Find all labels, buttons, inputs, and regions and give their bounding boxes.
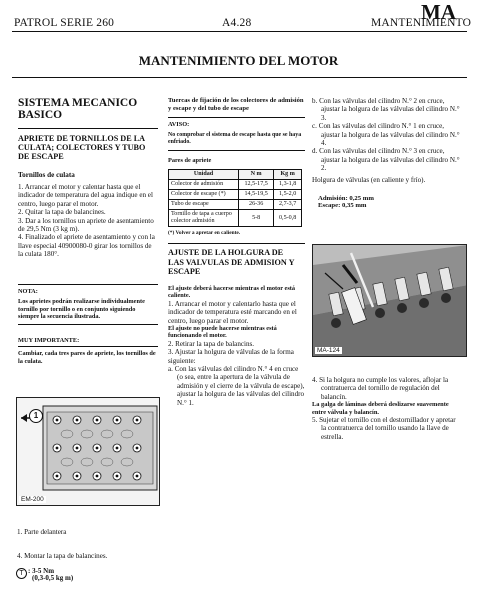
adjustment-step-3d: d. Con las válvulas del cilindro N.° 3 en cruce, ajustar la holgura de las válvulas del cilindro N.° 2. [312, 147, 460, 173]
important-text: Cambiar, cada tres pares de apriete, los tornillos de la culata. [18, 350, 156, 365]
torque-value-nm: : 3-5 Nm [28, 567, 55, 575]
figure-label-ma124: MA-124 [317, 347, 340, 354]
warning-rule-top [168, 117, 305, 118]
table-cell: Tubo de escape [169, 200, 239, 210]
note-heading: NOTA: [18, 288, 38, 295]
adjustment-step-3b: b. Con las válvulas del cilindro N.° 2 en cruce, ajustar la holgura de las válvulas del cilindro N.° 3. [312, 97, 460, 122]
important-box [18, 337, 158, 365]
table-cell: Tornillo de tapa a cuerpo colector admisión [169, 210, 239, 227]
figure-label-em200: EM-200 [21, 496, 44, 503]
front-callout-number: 1 [29, 409, 43, 423]
header-page-number: A4.28 [222, 17, 252, 29]
step-3: 3. Dar a los tornillos un apriete de asentamiento de 29,5 Nm (3 kg m). [18, 216, 154, 234]
adjustment-warm-note: El ajuste deberá hacerse mientras el motor está caliente. [168, 285, 296, 300]
clearance-intro: Holgura de válvulas (en caliente y frío). [312, 175, 426, 184]
table-row [169, 200, 302, 210]
torque-table-header-unit: Unidad [169, 170, 239, 180]
table-cell: 14,5-19,5 [239, 190, 274, 200]
exhaust-clearance: Escape: 0,35 mm [318, 202, 367, 210]
title-rule [12, 77, 467, 78]
adjustment-title-line-3: ESCAPE [168, 266, 201, 276]
torque-table-header-nm: N m [239, 170, 274, 180]
bolts-heading: Tornillos de culata [18, 170, 75, 179]
table-cell: 0,5-0,8 [274, 210, 302, 227]
intake-clearance: Admisión: 0,25 mm [318, 195, 374, 203]
table-cell: Colector de escape (*) [169, 190, 239, 200]
footer-step-4: 4. Montar la tapa de balancines. [17, 552, 108, 560]
step-4: 4. Finalizado el apriete de asentamiento y con la llave especial 40900080-0 girar los tornillos de la culata 180°. [18, 233, 155, 259]
adjustment-step-1: 1. Arrancar el motor y calentarlo hasta que el indicador de temperatura esté marcando en el centro, luego parar el motor. [168, 299, 297, 325]
valve-adjustment-photo [313, 245, 467, 357]
table-cell: 1,5-2,0 [274, 190, 302, 200]
adjustment-step-3: 3. Ajustar la holgura de válvulas de la forma siguiente: [168, 348, 294, 365]
torque-value-kgm: (0,3-0,5 kg m) [32, 574, 74, 583]
table-row [169, 190, 302, 200]
torque-table-footnote: (*) Volver a apretar en caliente. [168, 230, 241, 236]
adjustment-step-4: 4. Si la holgura no cumple los valores, aflojar la contratuerca del tornillo de regulación del balancín. [312, 376, 449, 401]
important-heading: MUY IMPORTANTE: [18, 337, 80, 344]
table-cell: 26-36 [239, 200, 274, 210]
table-cell: 1,3-1,8 [274, 180, 302, 190]
header-series: PATROL SERIE 260 [14, 17, 115, 29]
torque-table-header-row [169, 170, 302, 180]
torque-table [168, 169, 302, 227]
column-3-lower [312, 376, 462, 441]
column-2 [168, 97, 305, 407]
adjustment-step-3a: a. Con las válvulas del cilindro N.° 4 en cruce (o sea, entre la apertura de la válvula de admisión y el cierre de la válvula de escape), ajustar la holgura de las válvulas del cilindro N.° 1. [168, 365, 305, 407]
adjustment-step-5: 5. Sujetar el tornillo con el destornillador y apretar la contratuerca del tornillo usando la llave de estrella. [312, 416, 456, 441]
subsection-title-line-1: APRIETE DE TORNILLOS DE LA [18, 134, 146, 143]
note-text: Los aprietes podrán realizarse individualmente tornillo por tornillo o en conjunto siguiendo siempre la secuencia ilustrada. [18, 298, 145, 321]
adjustment-title-line-2: LAS VALVULAS DE ADMISION Y [168, 257, 295, 267]
figure-legend: 1. Parte delantera [17, 528, 67, 536]
subsection-title-line-2: CULATA; COLECTORES Y TUBO [18, 143, 146, 153]
cylinder-head-bolt-sequence-figure [16, 397, 160, 506]
section-title-line-1: SISTEMA MECANICO [18, 97, 138, 109]
feeler-gauge-note: La galga de láminas deberá deslizarse suavemente entre válvula y balancín. [312, 401, 449, 416]
header-section-name: MANTENIMIENTO [371, 17, 472, 29]
adjustment-running-note: El ajuste no puede hacerse mientras está funcionando el motor. [168, 325, 277, 340]
table-row [169, 180, 302, 190]
torque-table-header-kgm: Kg m [274, 170, 302, 180]
valve-adjustment-figure [312, 244, 467, 357]
warning-text: No comprobar el sistema de escape hasta que se haya enfriado. [168, 131, 302, 145]
adjustment-title-line-1: AJUSTE DE LA HOLGURA DE [168, 248, 284, 258]
step-1: 1. Arrancar el motor y calentar hasta que el indicador de temperatura del agua indique en el centro, luego parar el motor. [18, 183, 153, 208]
table-cell: 5-8 [239, 210, 274, 227]
column-1 [18, 97, 158, 259]
section-title-line-2: BASICO [18, 109, 63, 121]
section-rule [18, 128, 158, 129]
important-rule [18, 346, 158, 347]
header-section-code: MA [421, 0, 456, 24]
torque-spec [16, 568, 73, 583]
table-cell: Colector de admisión [169, 180, 239, 190]
table-cell: 2,7-3,7 [274, 200, 302, 210]
note-box [18, 284, 158, 325]
adjustment-step-2: 2. Retirar la tapa de balancins. [168, 339, 255, 348]
step-2: 2. Quitar la tapa de balancines. [18, 208, 106, 217]
torque-section-title: Tuercas de fijación de los colectores de admisión y escape y del tubo de escape [168, 97, 304, 112]
adjustment-step-3c: c. Con las válvulas del cilindro N.° 1 en cruce, ajustar la holgura de las válvulas del cilindro N.° 4. [312, 122, 460, 148]
warning-heading: AVISO: [168, 121, 190, 129]
table-row [169, 210, 302, 227]
adjustment-rule [168, 243, 305, 244]
torque-icon: T [16, 568, 27, 579]
column-3 [312, 97, 462, 210]
torque-table-title: Pares de apriete [168, 156, 212, 164]
subsection-title-line-3: DE ESCAPE [18, 152, 64, 162]
header-rule [12, 31, 467, 32]
warning-rule-bottom [168, 150, 305, 151]
page-title: MANTENIMIENTO DEL MOTOR [138, 53, 339, 68]
table-cell: 12,5-17,5 [239, 180, 274, 190]
